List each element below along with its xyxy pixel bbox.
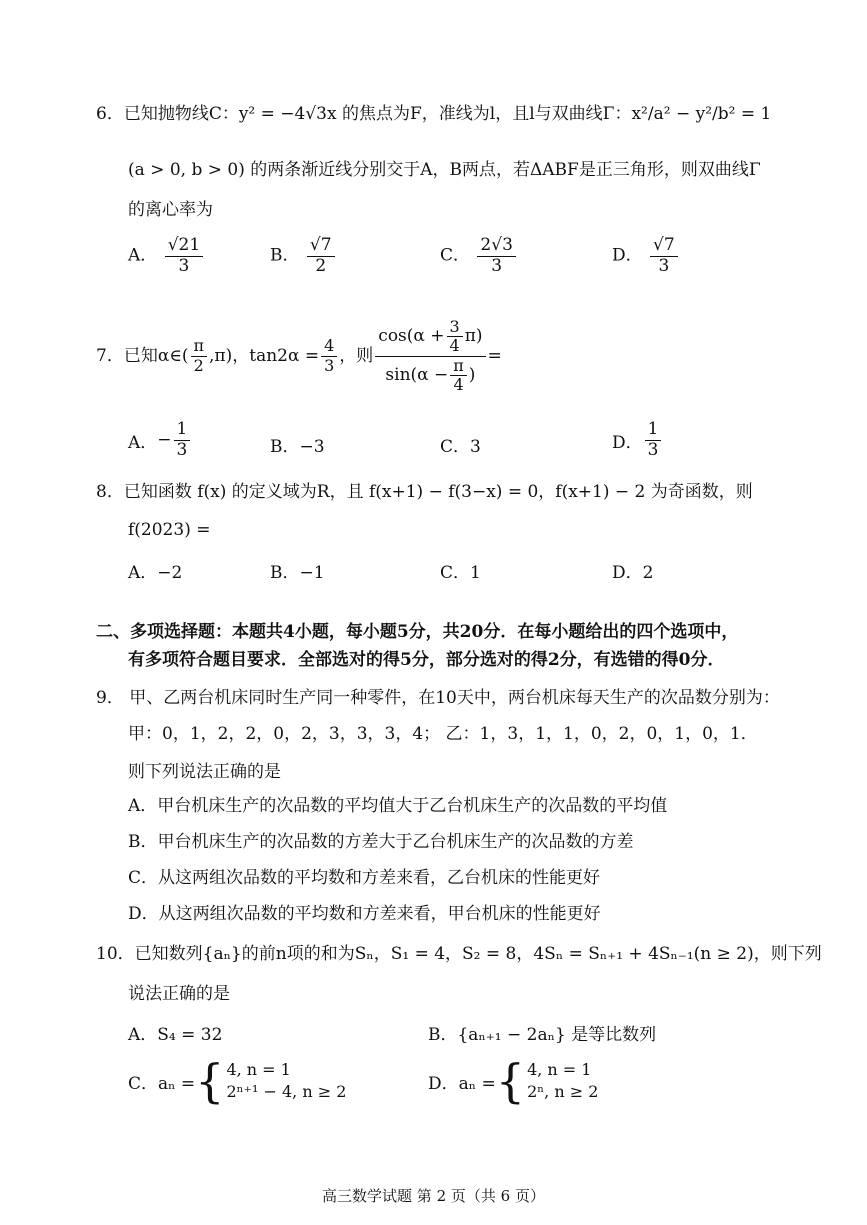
q8-line2: f(2023) = — [128, 520, 211, 540]
q7-option-c[interactable]: C．3 — [440, 437, 481, 457]
q7-option-a[interactable]: A． − $\frac{1}{3}$ — [128, 420, 192, 460]
q6-line3: 的离心率为 — [128, 200, 213, 220]
q10-option-b[interactable]: B．{aₙ₊₁ − 2aₙ} 是等比数列 — [428, 1025, 657, 1045]
left-brace-icon: { — [495, 1054, 526, 1108]
q6-option-a[interactable]: A． $\frac{√21}{3}$ — [128, 236, 205, 276]
left-brace-icon: { — [195, 1054, 225, 1108]
q6-line2: (a > 0, b > 0) 的两条渐近线分别交于A，B两点，若ΔABF是正三角形，则双曲线Γ — [128, 160, 761, 180]
q10-option-c[interactable]: C．aₙ = { 4, n = 1 2ⁿ⁺¹ − 4, n ≥ 2 — [128, 1054, 347, 1108]
q10-option-a[interactable]: A．S₄ = 32 — [128, 1025, 223, 1045]
q6-option-c[interactable]: C． $\frac{2√3}{3}$ — [440, 236, 518, 276]
q10-line2: 说法正确的是 — [128, 984, 230, 1004]
q7-expression: cos(α + $\frac{3}{4}$ π) sin(α − $\frac{\pi}{4}$ ) — [375, 318, 485, 395]
q10-option-d[interactable]: D．aₙ = { 4, n = 1 2ⁿ, n ≥ 2 — [428, 1054, 599, 1108]
q9-line3: 则下列说法正确的是 — [128, 762, 281, 782]
q9-line1: 9． 甲、乙两台机床同时生产同一种零件，在10天中，两台机床每天生产的次品数分别为： — [96, 688, 780, 708]
section2-heading-line2: 有多项符合题目要求．全部选对的得5分，部分选对的得2分，有选错的得0分． — [128, 650, 725, 670]
q9-option-b[interactable]: B．甲台机床生产的次品数的方差大于乙台机床生产的次品数的方差 — [128, 832, 634, 852]
q6-line1: 6．已知抛物线C：y² = −4√3x 的焦点为F，准线为l，且l与双曲线Γ：x²/a² − y²/b² = 1 — [96, 104, 772, 124]
q7-option-b[interactable]: B．−3 — [270, 437, 325, 457]
q9-option-a[interactable]: A．甲台机床生产的次品数的平均值大于乙台机床生产的次品数的平均值 — [128, 796, 668, 816]
q9-option-d[interactable]: D．从这两组次品数的平均数和方差来看，甲台机床的性能更好 — [128, 904, 601, 924]
page-footer: 高三数学试题 第 2 页（共 6 页） — [322, 1187, 545, 1205]
q8-line1: 8．已知函数 f(x) 的定义域为R，且 f(x+1) − f(3−x) = 0，f(x+1) − 2 为奇函数，则 — [96, 482, 753, 502]
q8-option-d[interactable]: D．2 — [612, 563, 654, 583]
q6-option-d[interactable]: D． $\frac{√7}{3}$ — [612, 236, 680, 276]
q8-option-a[interactable]: A．−2 — [128, 563, 183, 583]
q7-stem: 7．已知α∈( $\frac{\pi}{2}$ ,π)，tan2α = $\frac{4}{3}$ ，则 cos(α + $\frac{3}{4}$ π) sin(α − $\frac{\pi}{4}$ ) = — [96, 317, 502, 395]
q6-option-b[interactable]: B． $\frac{√7}{2}$ — [270, 236, 337, 276]
q8-option-b[interactable]: B．−1 — [270, 563, 325, 583]
q8-option-c[interactable]: C．1 — [440, 563, 481, 583]
q9-option-c[interactable]: C．从这两组次品数的平均数和方差来看，乙台机床的性能更好 — [128, 868, 601, 888]
q7-option-d[interactable]: D． $\frac{1}{3}$ — [612, 420, 663, 460]
q10-line1: 10．已知数列{aₙ}的前n项的和为Sₙ，S₁ = 4，S₂ = 8，4Sₙ = Sₙ₊₁ + 4Sₙ₋₁(n ≥ 2)，则下列 — [96, 944, 822, 964]
section2-heading-line1: 二、多项选择题：本题共4小题，每小题5分，共20分．在每小题给出的四个选项中， — [96, 622, 739, 642]
q9-line2: 甲：0，1，2，2，0，2，3，3，3，4； 乙：1，3，1，1，0，2，0，1，0，1． — [128, 724, 758, 744]
